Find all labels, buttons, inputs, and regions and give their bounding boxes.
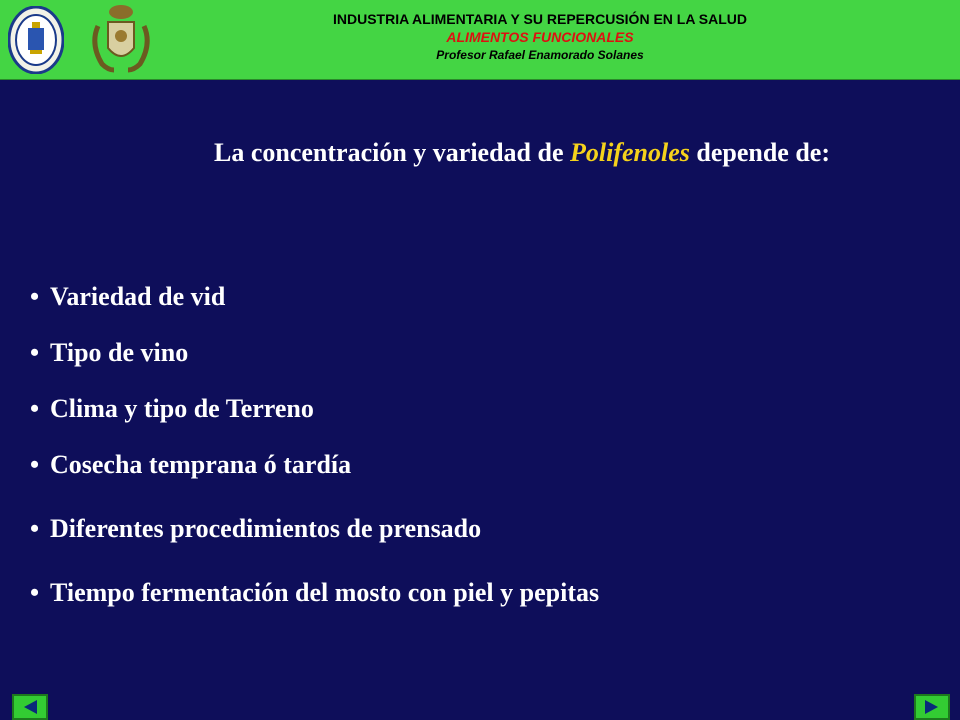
bullet-text: Diferentes procedimientos de prensado [50, 514, 482, 543]
bullet-text: Variedad de vid [50, 282, 226, 311]
bullet-item [30, 338, 188, 368]
header-text [200, 10, 880, 64]
bullet-text: Tiempo fermentación del mosto con piel y pepitas [50, 578, 600, 607]
bullet-glyph: • [30, 282, 40, 311]
previous-slide-button[interactable] [12, 694, 48, 720]
arrow-right-icon [923, 699, 941, 715]
slide-title [0, 138, 960, 168]
bullet-item [30, 282, 225, 312]
bullet-text: Cosecha temprana ó tardía [50, 450, 352, 479]
bullet-glyph: • [30, 338, 40, 367]
bullet-glyph: • [30, 394, 40, 423]
course-subtitle: ALIMENTOS FUNCIONALES [446, 29, 634, 45]
bullet-glyph: • [30, 450, 40, 479]
course-title: INDUSTRIA ALIMENTARIA Y SU REPERCUSIÓN EN LA SALUD [332, 11, 748, 27]
slide-title-before: La concentración y variedad de [213, 138, 571, 167]
bullet-glyph: • [30, 514, 40, 543]
coat-of-arms-icon [88, 4, 154, 76]
arrow-left-icon [21, 699, 39, 715]
bullet-item [30, 394, 314, 424]
slide-title-after: depende de: [689, 138, 831, 167]
bullet-item [30, 578, 599, 608]
professor-name: Profesor Rafael Enamorado Solanes [436, 48, 644, 62]
bullet-item [30, 514, 481, 544]
next-slide-button[interactable] [914, 694, 950, 720]
bullet-item [30, 450, 351, 480]
university-seal-icon [8, 6, 64, 74]
bullet-text: Clima y tipo de Terreno [50, 394, 314, 423]
slide-header [0, 0, 960, 80]
bullet-glyph: • [30, 578, 40, 607]
bullet-text: Tipo de vino [50, 338, 189, 367]
slide-title-highlight: Polifenoles [570, 138, 690, 167]
